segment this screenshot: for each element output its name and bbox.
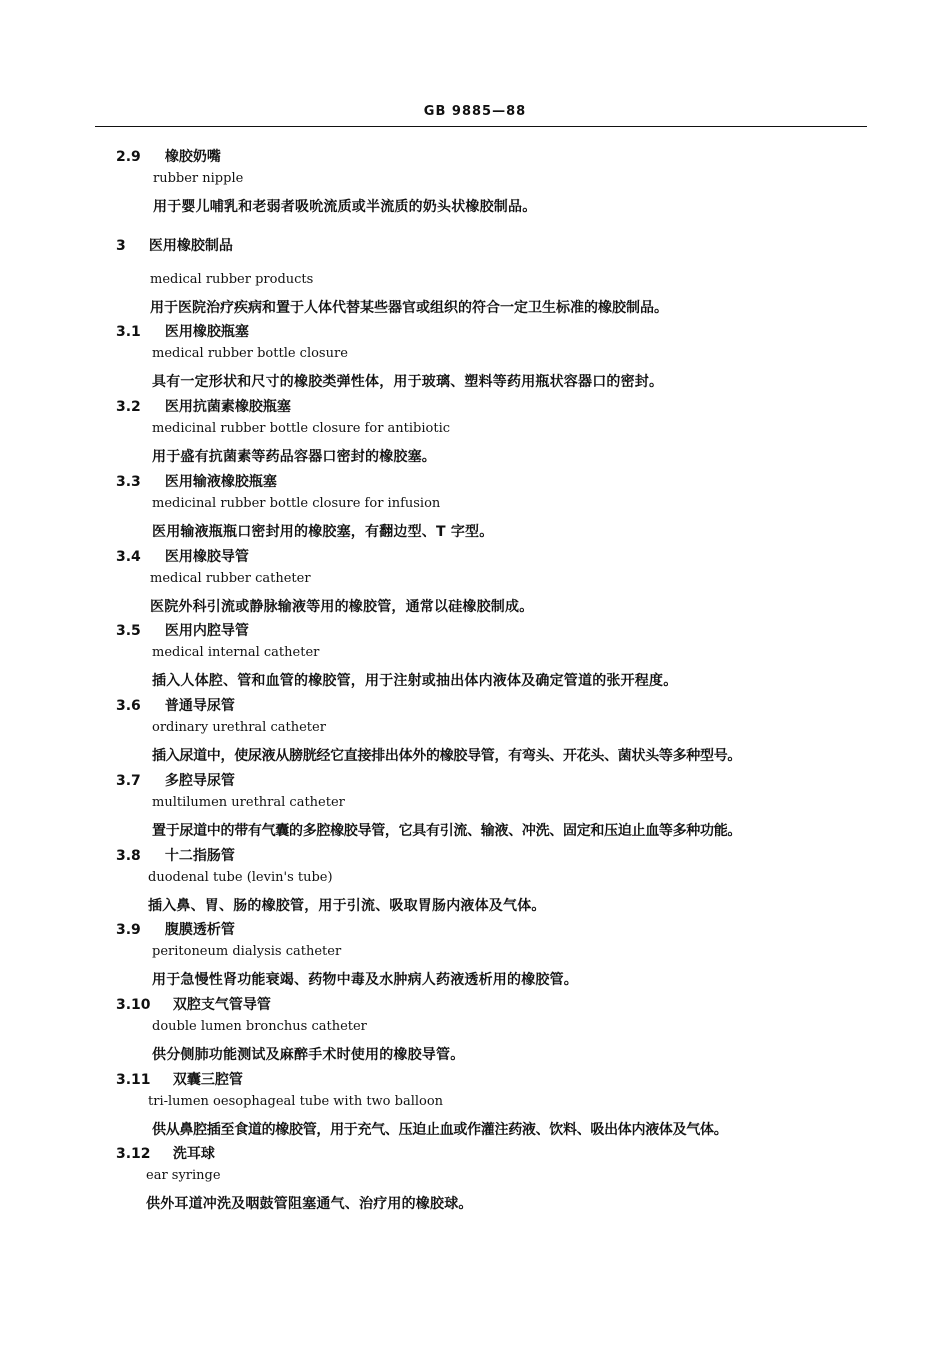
- term-heading: [116, 471, 277, 491]
- term-definition: 用于婴儿哺乳和老弱者吸吮流质或半流质的奶头状橡胶制品。: [153, 199, 537, 215]
- term-number: 3.9: [116, 922, 141, 938]
- term-number: 3.3: [116, 474, 141, 490]
- term-number: 3.4: [116, 549, 141, 565]
- term-number: 3.2: [116, 399, 141, 415]
- term-definition: 医用输液瓶瓶口密封用的橡胶塞，有翻边型、T 字型。: [152, 524, 494, 540]
- term-heading: [116, 695, 235, 715]
- term-chinese: 橡胶奶嘴: [164, 149, 221, 165]
- term-english: rubber nipple: [153, 171, 244, 186]
- term-heading: [116, 321, 249, 341]
- term-english: medical rubber bottle closure: [152, 346, 348, 361]
- term-english: peritoneum dialysis catheter: [152, 944, 342, 959]
- term-heading: [116, 994, 271, 1014]
- term-english: medicinal rubber bottle closure for antibiotic: [152, 421, 451, 436]
- term-chinese: 十二指肠管: [164, 848, 235, 864]
- term-definition: 供分侧肺功能测试及麻醉手术时使用的橡胶导管。: [152, 1047, 465, 1063]
- term-definition: 供外耳道冲洗及咽鼓管阻塞通气、治疗用的橡胶球。: [146, 1196, 473, 1212]
- term-chinese: 医用橡胶瓶塞: [164, 324, 249, 340]
- term-definition: 用于急慢性肾功能衰竭、药物中毒及水肿病人药液透析用的橡胶管。: [152, 972, 578, 988]
- term-english: double lumen bronchus catheter: [152, 1019, 367, 1034]
- term-definition: 具有一定形状和尺寸的橡胶类弹性体，用于玻璃、塑料等药用瓶状容器口的密封。: [152, 374, 664, 390]
- term-definition: 置于尿道中的带有气囊的多腔橡胶导管，它具有引流、输液、冲洗、固定和压迫止血等多种功能。: [152, 823, 742, 839]
- term-heading: [116, 1069, 243, 1089]
- header-rule: [95, 126, 867, 127]
- section-heading: [116, 235, 233, 255]
- term-definition: 插入人体腔、管和血管的橡胶管，用于注射或抽出体内液体及确定管道的张开程度。: [152, 673, 678, 689]
- term-english: tri-lumen oesophageal tube with two balloon: [148, 1094, 444, 1109]
- term-english: medical internal catheter: [152, 645, 320, 660]
- term-number: 3.5: [116, 623, 141, 639]
- term-chinese: 普通导尿管: [164, 698, 235, 714]
- term-number: 2.9: [116, 149, 141, 165]
- term-definition: 插入鼻、胃、肠的橡胶管，用于引流、吸取胃肠内液体及气体。: [148, 898, 546, 914]
- term-definition: 插入尿道中，使尿液从膀胱经它直接排出体外的橡胶导管，有弯头、开花头、菌状头等多种型号。: [152, 748, 742, 764]
- section-english: medical rubber products: [150, 272, 314, 287]
- term-heading: [116, 146, 221, 166]
- term-heading: [116, 1143, 215, 1163]
- standard-code-header: GB 9885—88: [423, 104, 527, 119]
- term-number: 3.10: [116, 997, 151, 1013]
- section-title: 医用橡胶制品: [148, 238, 233, 254]
- term-chinese: 医用输液橡胶瓶塞: [164, 474, 277, 490]
- term-heading: [116, 620, 249, 640]
- term-number: 3.8: [116, 848, 141, 864]
- term-chinese: 双囊三腔管: [172, 1072, 243, 1088]
- term-chinese: 医用橡胶导管: [164, 549, 249, 565]
- term-english: medical rubber catheter: [150, 571, 311, 586]
- term-number: 3.6: [116, 698, 141, 714]
- term-english: ordinary urethral catheter: [152, 720, 326, 735]
- term-chinese: 医用抗菌素橡胶瓶塞: [164, 399, 291, 415]
- term-heading: [116, 919, 235, 939]
- term-number: 3.11: [116, 1072, 151, 1088]
- term-english: ear syringe: [146, 1168, 221, 1183]
- term-number: 3.1: [116, 324, 141, 340]
- term-heading: [116, 546, 249, 566]
- term-chinese: 洗耳球: [172, 1146, 215, 1162]
- term-chinese: 医用内腔导管: [164, 623, 249, 639]
- term-chinese: 腹膜透析管: [164, 922, 235, 938]
- section-definition: 用于医院治疗疾病和置于人体代替某些器官或组织的符合一定卫生标准的橡胶制品。: [150, 300, 668, 316]
- term-english: duodenal tube (levin's tube): [148, 870, 333, 885]
- term-english: multilumen urethral catheter: [152, 795, 345, 810]
- term-chinese: 双腔支气管导管: [172, 997, 271, 1013]
- term-definition: 供从鼻腔插至食道的橡胶管，用于充气、压迫止血或作灌注药液、饮料、吸出体内液体及气体。: [152, 1122, 728, 1138]
- term-definition: 医院外科引流或静脉输液等用的橡胶管，通常以硅橡胶制成。: [150, 599, 534, 615]
- term-chinese: 多腔导尿管: [164, 773, 235, 789]
- term-number: 3.12: [116, 1146, 151, 1162]
- section-number: 3: [116, 238, 126, 254]
- term-number: 3.7: [116, 773, 141, 789]
- term-definition: 用于盛有抗菌素等药品容器口密封的橡胶塞。: [152, 449, 436, 465]
- term-heading: [116, 770, 235, 790]
- term-english: medicinal rubber bottle closure for infusion: [152, 496, 441, 511]
- term-heading: [116, 845, 235, 865]
- term-heading: [116, 396, 291, 416]
